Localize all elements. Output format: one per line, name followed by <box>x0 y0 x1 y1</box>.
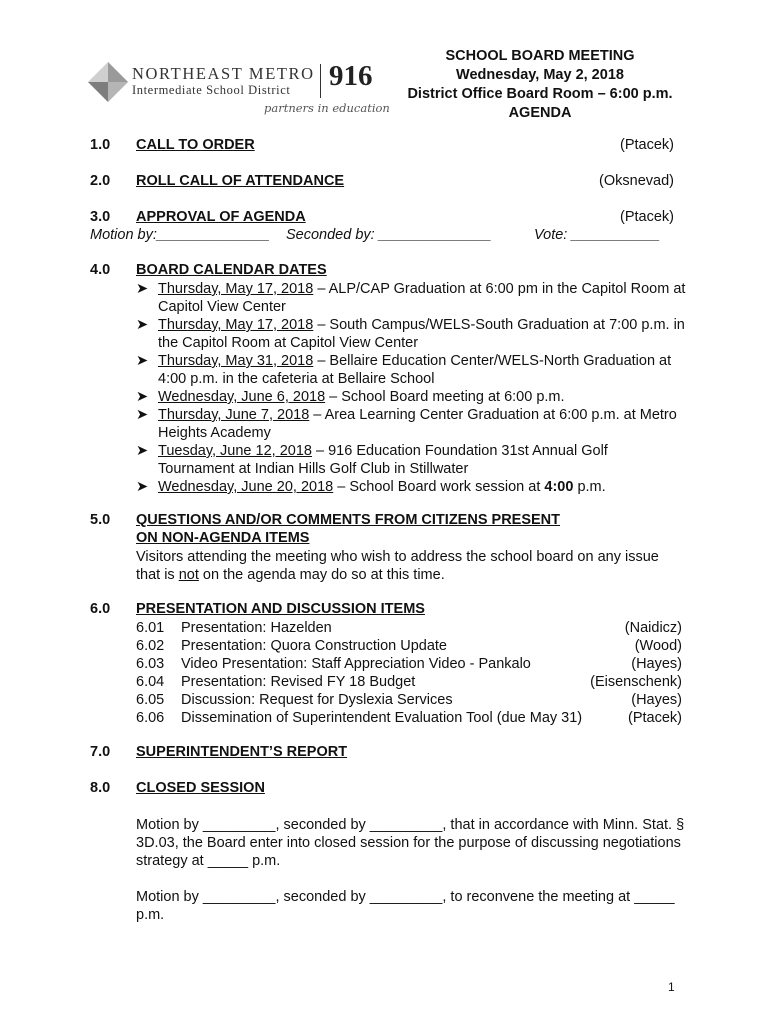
logo-tagline: partners in education <box>264 101 390 115</box>
calendar-description: – Area Learning Center Graduation at 6:00 p.m. at Metro Heights Academy <box>158 407 677 441</box>
sub-item-number: 6.03 <box>136 656 165 672</box>
sub-item-presenter: (Ptacek) <box>628 710 682 726</box>
sub-item-presenter: (Wood) <box>634 638 682 654</box>
sub-item-text: Discussion: Request for Dyslexia Services <box>181 692 453 708</box>
sub-item <box>136 655 682 673</box>
calendar-date: Wednesday, June 20, 2018 <box>158 479 334 495</box>
sub-item-number: 6.04 <box>136 674 165 690</box>
sub-item-presenter: (Eisenschenk) <box>590 674 682 690</box>
seconded-by-field: Seconded by: ______________ <box>286 227 492 243</box>
sub-item-presenter: (Naidicz) <box>624 620 682 636</box>
sub-item <box>136 637 682 655</box>
arrow-bullet-icon: ➤ <box>136 479 149 495</box>
sub-item-number: 6.05 <box>136 692 165 708</box>
calendar-date: Thursday, May 31, 2018 <box>158 353 314 369</box>
item-1-title: CALL TO ORDER <box>136 137 255 153</box>
item-8-title: CLOSED SESSION <box>136 780 265 796</box>
calendar-date-item <box>136 316 686 352</box>
item-5-number: 5.0 <box>90 512 111 528</box>
calendar-date-item <box>136 388 686 406</box>
item-6-title: PRESENTATION AND DISCUSSION ITEMS <box>136 601 425 617</box>
calendar-date-item <box>136 406 686 442</box>
sub-item <box>136 691 682 709</box>
sub-item-text: Presentation: Revised FY 18 Budget <box>181 674 416 690</box>
calendar-date: Wednesday, June 6, 2018 <box>158 389 326 405</box>
vote-field: Vote: ___________ <box>534 227 661 243</box>
logo-line1: NORTHEAST METRO <box>132 64 315 83</box>
calendar-date: Thursday, May 17, 2018 <box>158 281 314 297</box>
calendar-description: – ALP/CAP Graduation at 6:00 pm in the Capitol Room at Capitol View Center <box>158 281 686 315</box>
calendar-date: Thursday, May 17, 2018 <box>158 317 314 333</box>
sub-item <box>136 619 682 637</box>
calendar-description: – South Campus/WELS-South Graduation at 7:00 p.m. in the Capitol Room at Capitol View Center <box>158 317 685 351</box>
item-2-presenter: (Oksnevad) <box>599 173 674 189</box>
calendar-description: – 916 Education Foundation 31st Annual Golf Tournament at Indian Hills Golf Club in Stillwater <box>158 443 608 477</box>
closed-session-motion: Motion by _________, seconded by _________, that in accordance with Minn. Stat. § 3D.03, the Board enter into closed session for the purpose of discussing negotiations strategy at _____ p.m. <box>136 817 685 869</box>
header-line2: Wednesday, May 2, 2018 <box>456 67 624 83</box>
arrow-bullet-icon: ➤ <box>136 281 149 297</box>
reconvene-motion: Motion by _________, seconded by _________, to reconvene the meeting at _____ p.m. <box>136 889 675 923</box>
description-part-b: on the agenda may do so at this time. <box>198 567 445 583</box>
sub-item-text: Dissemination of Superintendent Evaluation Tool (due May 31) <box>181 710 583 726</box>
arrow-bullet-icon: ➤ <box>136 317 149 333</box>
item-1-number: 1.0 <box>90 137 111 153</box>
item-8-number: 8.0 <box>90 780 111 796</box>
header-line4: AGENDA <box>508 105 572 121</box>
item-5-description <box>136 548 676 584</box>
item-3-number: 3.0 <box>90 209 111 225</box>
item-7-title: SUPERINTENDENT’S REPORT <box>136 744 348 760</box>
logo-line2: Intermediate School District <box>132 83 291 97</box>
item-5-title-line2: ON NON-AGENDA ITEMS <box>136 530 310 546</box>
sub-item-number: 6.01 <box>136 620 165 636</box>
item-2-number: 2.0 <box>90 173 111 189</box>
header-line3: District Office Board Room – 6:00 p.m. <box>407 86 673 102</box>
sub-item-text: Presentation: Hazelden <box>181 620 332 636</box>
arrow-bullet-icon: ➤ <box>136 443 149 459</box>
calendar-date-item <box>136 352 686 388</box>
sub-item-number: 6.02 <box>136 638 165 654</box>
sub-item-text: Presentation: Quora Construction Update <box>181 638 447 654</box>
calendar-description: – Bellaire Education Center/WELS-North Graduation at 4:00 p.m. in the cafeteria at Bellaire School <box>158 353 672 387</box>
calendar-date-item <box>136 442 686 478</box>
sub-item-number: 6.06 <box>136 710 165 726</box>
sub-item <box>136 673 682 691</box>
logo-divider <box>320 64 321 98</box>
calendar-date-item <box>136 280 686 316</box>
sub-item-presenter: (Hayes) <box>631 656 682 672</box>
motion-by-field: Motion by:______________ <box>90 227 270 243</box>
page-number: 1 <box>668 980 675 994</box>
arrow-bullet-icon: ➤ <box>136 389 149 405</box>
calendar-time: 4:00 <box>544 479 574 495</box>
calendar-date: Thursday, June 7, 2018 <box>158 407 310 423</box>
item-2-title: ROLL CALL OF ATTENDANCE <box>136 173 345 189</box>
arrow-bullet-icon: ➤ <box>136 407 149 423</box>
district-logo <box>88 58 388 120</box>
arrow-bullet-icon: ➤ <box>136 353 149 369</box>
header-line1: SCHOOL BOARD MEETING <box>445 48 635 64</box>
item-5-title-line1: QUESTIONS AND/OR COMMENTS FROM CITIZENS PRESENT <box>136 512 561 528</box>
calendar-description: – School Board work session at <box>333 479 545 495</box>
item-4-number: 4.0 <box>90 262 111 278</box>
sub-item-text: Video Presentation: Staff Appreciation Video - Pankalo <box>181 656 531 672</box>
diamond-logo-icon <box>88 62 128 102</box>
item-3-presenter: (Ptacek) <box>620 209 674 225</box>
calendar-date: Tuesday, June 12, 2018 <box>158 443 312 459</box>
item-4-title: BOARD CALENDAR DATES <box>136 262 327 278</box>
description-part-a: Visitors attending the meeting who wish to address the school board on any issue that is <box>136 549 659 583</box>
item-3-title: APPROVAL OF AGENDA <box>136 209 306 225</box>
description-not: not <box>178 567 199 583</box>
item-6-number: 6.0 <box>90 601 111 617</box>
logo-number: 916 <box>329 60 373 92</box>
calendar-tail: p.m. <box>573 479 606 495</box>
sub-item-presenter: (Hayes) <box>631 692 682 708</box>
item-1-presenter: (Ptacek) <box>620 137 674 153</box>
meeting-header <box>395 47 685 123</box>
sub-item <box>136 709 682 727</box>
calendar-date-item <box>136 478 686 496</box>
item-7-number: 7.0 <box>90 744 111 760</box>
calendar-description: – School Board meeting at 6:00 p.m. <box>325 389 565 405</box>
